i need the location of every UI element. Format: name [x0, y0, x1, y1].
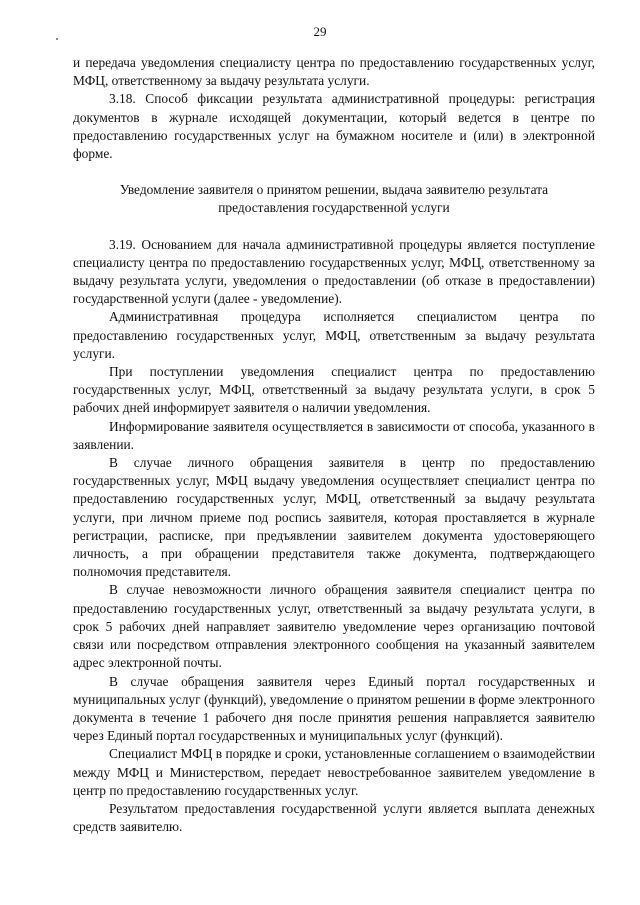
paragraph: В случае личного обращения заявителя в центр по предоставлению государственных услуг, МФЦ выдачу уведомления осуществляет специалист центра по предоставлению государственных услуг, МФЦ, ответственный за выдачу результата услуги, при личном приеме под роспись заявителя, которая проставляется в журнале регистрации, расписке, при предъявлении заявителем документа удостоверяющего личность, а при обращении представителя также документа, подтверждающего полномочия представителя. [73, 455, 595, 580]
spacer [73, 163, 595, 181]
intro-paragraph: и передача уведомления специалисту центра по предоставлению государственных услуг, МФЦ, ответственному за выдачу результата услуги. [73, 55, 595, 89]
paragraph: Специалист МФЦ в порядке и сроки, установленные соглашением о взаимодействии между МФЦ и Министерством, передает невостребованное заявителем уведомление в центр по предоставлению государственных услуг. [73, 746, 595, 798]
paragraph: При поступлении уведомления специалист центра по предоставлению государственных услуг, МФЦ, ответственный за выдачу результата услуги, в срок 5 рабочих дней информирует заявителя о наличии уведомления. [73, 364, 595, 416]
paragraph-3-19: 3.19. Основанием для начала административной процедуры является поступление специалисту центра по предоставлению государственных услуг, МФЦ, ответственному за выдачу результата услуги, уведомления о предоставлении (об отказе в предоставлении) государственной услуги (далее - уведомление). [73, 236, 595, 307]
paragraph: Результатом предоставления государственной услуги является выплата денежных средств заявителю. [73, 800, 595, 835]
spacer [73, 218, 595, 236]
paragraph: Административная процедура исполняется специалистом центра по предоставлению государственных услуг, МФЦ, ответственным за выдачу результата услуги. [73, 309, 595, 361]
paragraph: Информирование заявителя осуществляется в зависимости от способа, указанного в заявлении. [73, 418, 595, 452]
scan-artifact-dot [56, 38, 58, 40]
paragraph: В случае невозможности личного обращения заявителя специалист центра по предоставлению государственных услуг, ответственный за выдачу результата услуги, в срок 5 рабочих дней направляет заявителю уведомление через организацию почтовой связи или посредством отправления электронного сообщения на указанный заявителем адрес электронной почты. [73, 582, 595, 671]
paragraph: В случае обращения заявителя через Единый портал государственных и муниципальных услуг (функций), уведомление о принятом решении в форме электронного документа в течение 1 рабочего дня после принятия решения направляется заявителю через Единый портал государственных и муниципальных услуг (функций). [73, 673, 595, 744]
section-heading: Уведомление заявителя о принятом решении, выдача заявителю результата предоставления государственной услуги [119, 182, 549, 216]
page-number: 29 [313, 24, 327, 39]
document-body [73, 54, 595, 836]
paragraph-3-18: 3.18. Способ фиксации результата административной процедуры: регистрация документов в журнале исходящей документации, который ведется в центре по предоставлению государственных услуг на бумажном носителе и (или) в электронной форме. [73, 91, 595, 162]
